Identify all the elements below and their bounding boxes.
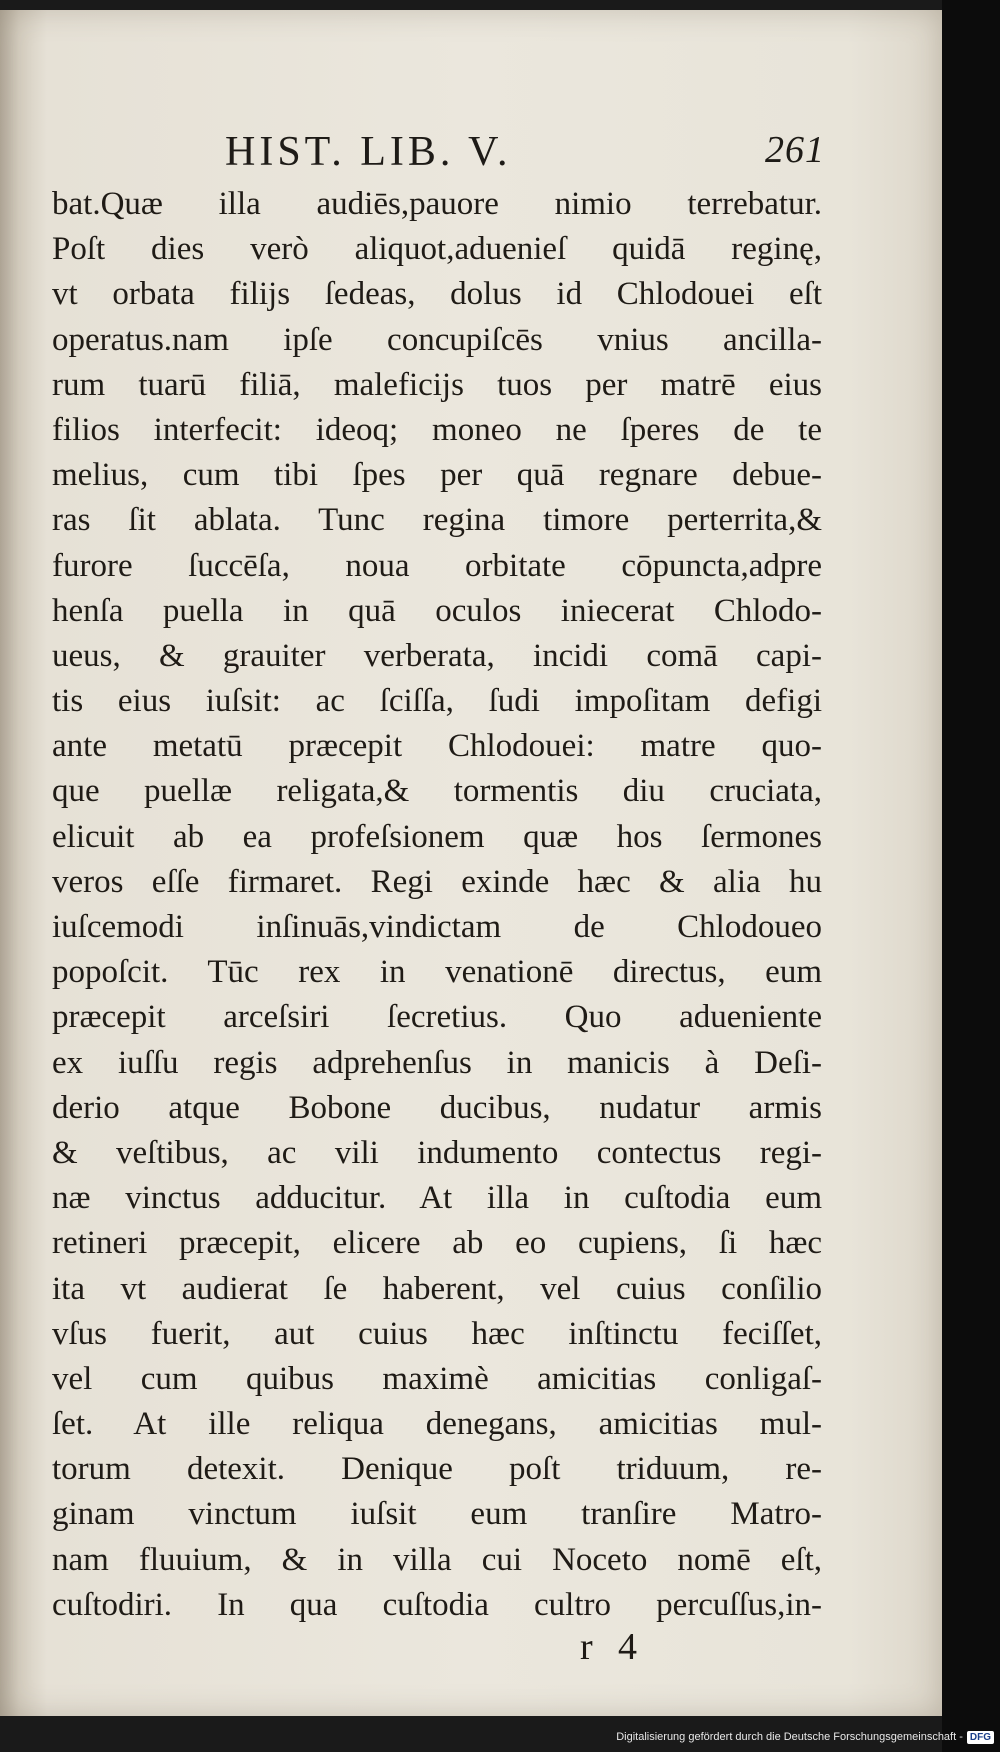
text-line: rum tuarū filiā, maleficijs tuos per matrē eius <box>52 366 822 403</box>
page-number: 261 <box>765 129 825 171</box>
text-line: ante metatū præcepit Chlodouei: matre quo- <box>52 728 822 765</box>
book-page <box>0 10 942 1716</box>
text-line: derio atque Bobone ducibus, nudatur armis <box>52 1089 822 1126</box>
scan-background <box>942 0 1000 1752</box>
text-line: præcepit arceſsiri ſecretius. Quo adueniente <box>52 999 822 1036</box>
signature-number: 4 <box>618 1626 637 1668</box>
text-line: vt orbata filijs ſedeas, dolus id Chlodouei eſt <box>52 276 822 313</box>
text-line: filios interfecit: ideoq; moneo ne ſperes de te <box>52 411 822 448</box>
text-line: veros eſſe firmaret. Regi exinde hæc & alia hu <box>52 863 822 900</box>
text-line: vel cum quibus maximè amicitias conligaſ- <box>52 1360 822 1397</box>
text-line: retineri præcepit, elicere ab eo cupiens, ſi hæc <box>52 1225 822 1262</box>
text-line: ex iuſſu regis adprehenſus in manicis à Deſi- <box>52 1044 822 1081</box>
text-line: iuſcemodi inſinuās,vindictam de Chlodoueo <box>52 909 822 945</box>
credit-text: Digitalisierung gefördert durch die Deutsche Forschungsgemeinschaft - <box>616 1731 963 1743</box>
text-line: ita vt audierat ſe haberent, vel cuius conſilio <box>52 1270 822 1307</box>
text-line: tis eius iuſsit: ac ſciſſa, ſudi impoſitam defigi <box>52 683 822 720</box>
text-line: ueus, & grauiter verberata, incidi comā capi- <box>52 637 822 674</box>
signature-letter: r <box>580 1626 593 1668</box>
header-title: HIST. LIB. V. <box>225 129 512 175</box>
text-line: torum detexit. Denique poſt triduum, re- <box>52 1451 822 1488</box>
text-line: næ vinctus adducitur. At illa in cuſtodia eum <box>52 1180 822 1217</box>
dfg-logo-icon: DFG <box>967 1731 994 1744</box>
text-line: ſet. At ille reliqua denegans, amicitias mul- <box>52 1406 822 1443</box>
text-line: que puellæ religata,& tormentis diu cruciata, <box>52 773 822 810</box>
running-header <box>225 128 825 180</box>
text-line: bat.Quæ illa audiēs,pauore nimio terrebatur. <box>52 186 822 222</box>
signature-mark <box>580 1625 700 1673</box>
text-line: popoſcit. Tūc rex in venationē directus, eum <box>52 954 822 991</box>
text-line: furore ſuccēſa, noua orbitate cōpuncta,adpre <box>52 547 822 584</box>
digitization-credit <box>616 1726 994 1748</box>
text-line: Poſt dies verò aliquot,aduenieſ quidā reginę, <box>52 231 822 268</box>
text-line: vſus fuerit, aut cuius hæc inſtinctu feciſſet, <box>52 1315 822 1352</box>
text-line: ras ſit ablata. Tunc regina timore perterrita,& <box>52 502 822 539</box>
text-line: & veſtibus, ac vili indumento contectus regi- <box>52 1134 822 1171</box>
text-line: nam fluuium, & in villa cui Noceto nomē eſt, <box>52 1541 822 1578</box>
text-line: melius, cum tibi ſpes per quā regnare debue- <box>52 457 822 494</box>
text-line: ginam vinctum iuſsit eum tranſire Matro- <box>52 1496 822 1533</box>
text-line: elicuit ab ea profeſsionem quæ hos ſermones <box>52 818 822 855</box>
text-line: cuſtodiri. In qua cuſtodia cultro percuſſus,in- <box>52 1586 822 1623</box>
text-line: henſa puella in quā oculos iniecerat Chlodo- <box>52 592 822 629</box>
text-line: operatus.nam ipſe concupiſcēs vnius ancilla- <box>52 321 822 358</box>
body-text <box>52 182 822 1628</box>
